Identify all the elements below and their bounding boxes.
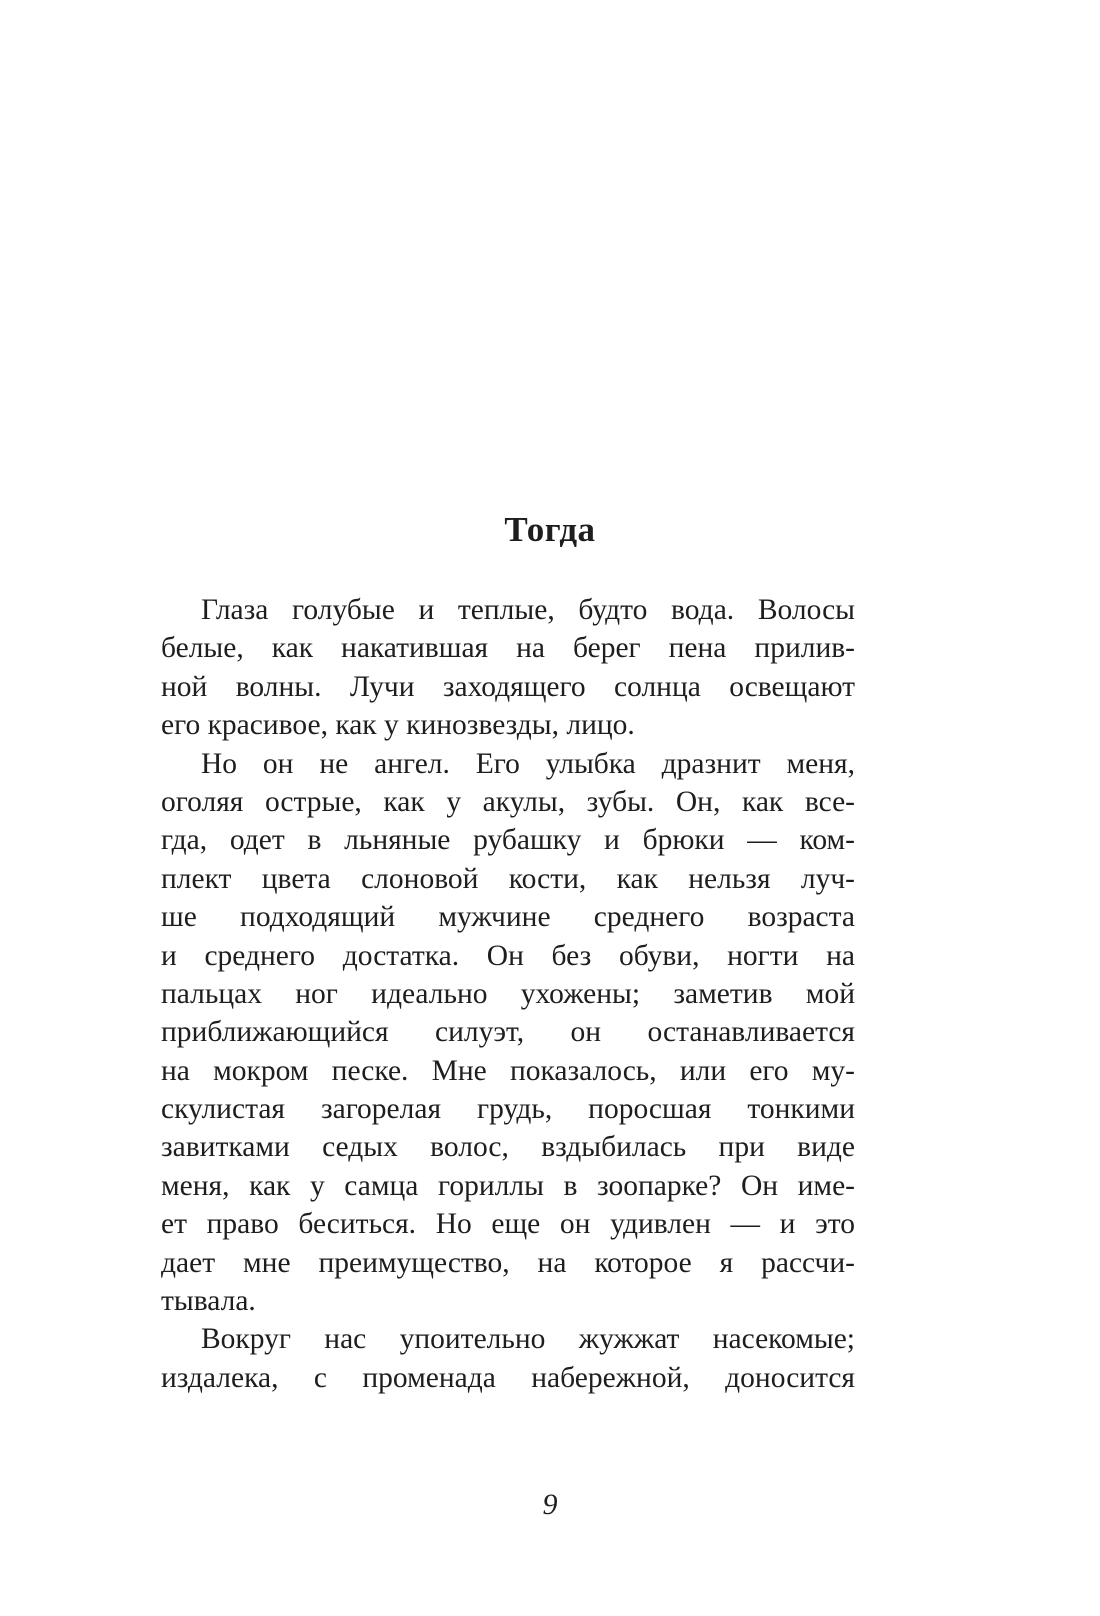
page-number: 9 [542,1488,558,1521]
text-line: плект цвета слоновой кости, как нельзя луч- [161,862,855,895]
text-line: его красивое, как у кинозвезды, лицо. [161,709,635,742]
text-line: Вокруг нас упоительно жужжат насекомые; [201,1323,855,1356]
text-line: Глаза голубые и теплые, будто вода. Волосы [201,594,855,626]
text-line: Но он не ангел. Его улыбка дразнит меня, [201,747,855,780]
text-line: оголяя острые, как у акулы, зубы. Он, как все- [161,785,855,818]
text-line: издалека, с променада набережной, доносится [161,1361,855,1394]
text-line: ше подходящий мужчине среднего возраста [161,901,855,934]
text-line: тывала. [161,1285,256,1318]
text-line: гда, одет в льняные рубашку и брюки — ком- [161,824,855,857]
text-line: на мокром песке. Мне показалось, или его му- [161,1054,855,1087]
text-line: и среднего достатка. Он без обуви, ногти на [161,939,855,972]
text-line: меня, как у самца гориллы в зоопарке? Он име- [161,1169,855,1202]
text-line: дает мне преимущество, на которое я рассчи- [161,1246,855,1279]
text-line: завитками седых волос, вздыбилась при виде [161,1131,855,1164]
text-line: скулистая загорелая грудь, поросшая тонкими [161,1093,855,1126]
text-line: ет право беситься. Но еще он удивлен — и это [161,1208,855,1241]
text-line: белые, как накатившая на берег пена прилив- [161,632,855,665]
chapter-title: Тогда [504,510,596,549]
text-line: пальцах ног идеально ухожены; заметив мой [161,977,855,1010]
text-line: ной волны. Лучи заходящего солнца освещают [161,670,855,703]
text-line: приближающийся силуэт, он останавливается [161,1016,855,1049]
body-text [161,591,855,1397]
